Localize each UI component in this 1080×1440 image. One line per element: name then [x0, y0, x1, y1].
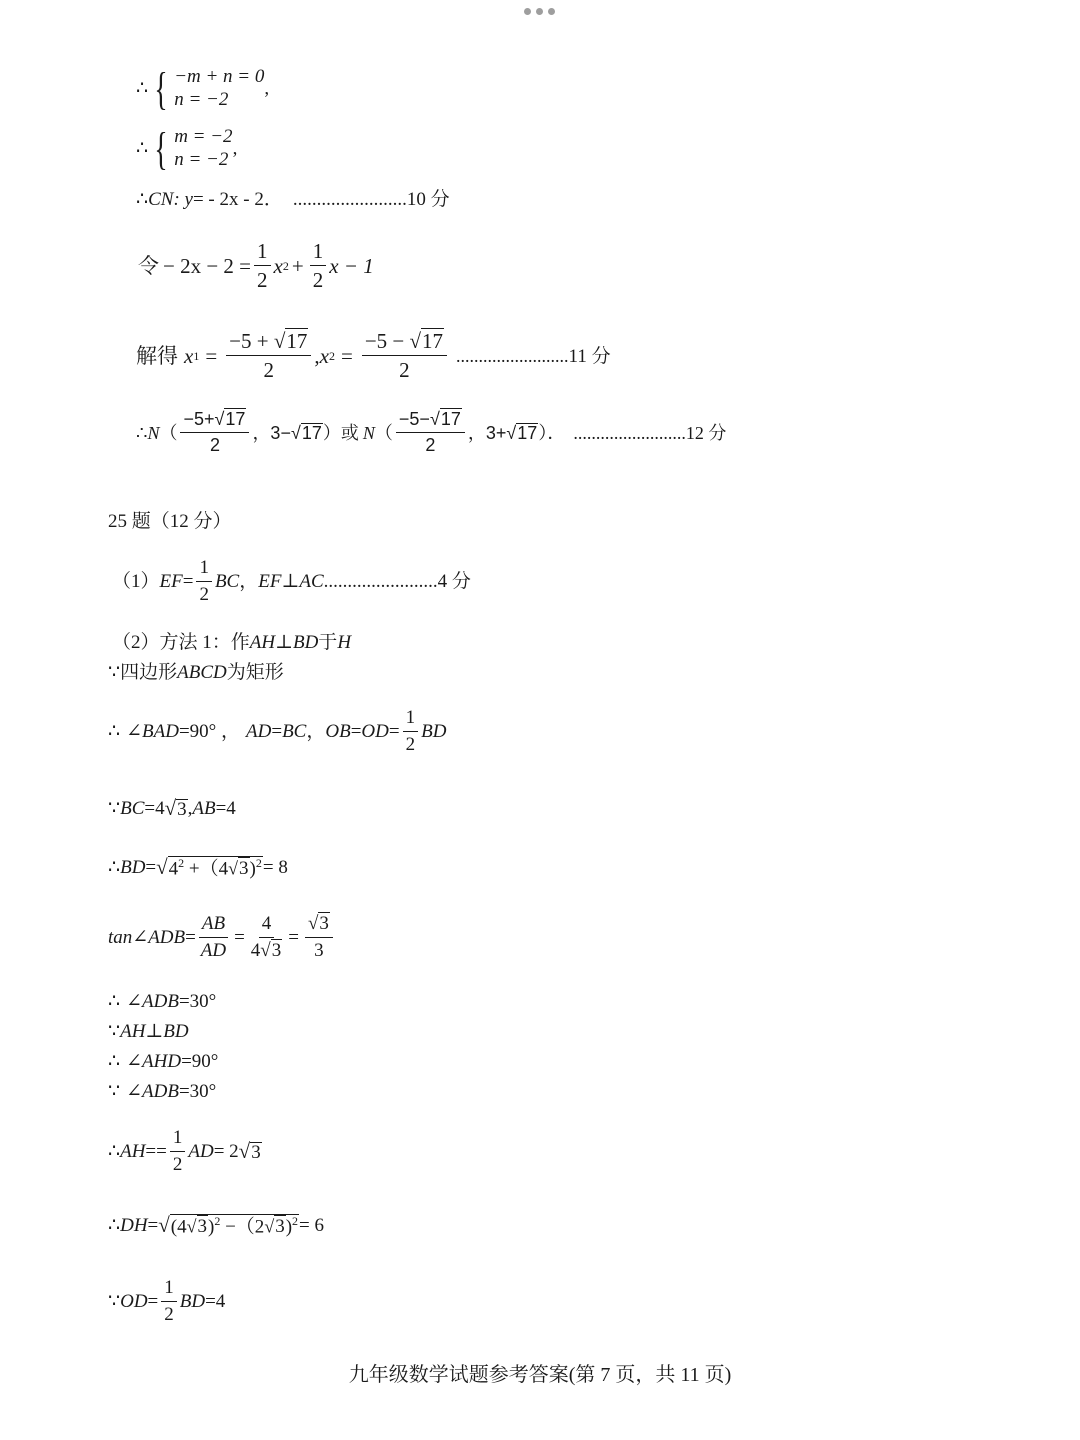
- system-equations-2: ∴ { m = −2 n = −2 ,: [136, 123, 238, 175]
- equation-ling: 令 − 2x − 2 = $\frac{1}{2}$ x 2 + $\frac{1}{2}$ x − 1: [138, 239, 374, 293]
- dh-value: ∴ DH = √ $(4√3)^2 -(2√3)^2$ = 6: [108, 1212, 324, 1238]
- question-25-title: 25 题（12 分）: [108, 511, 232, 532]
- angle-bad-line: ∴ ∠ BAD =90° ， AD = BC ， OB = OD = $\frac{1}{2}$ BD: [108, 707, 447, 755]
- bc-ab-values: ∵ BC =4 √ 3 , AB =4: [108, 796, 236, 820]
- more-options-icon[interactable]: [524, 8, 556, 18]
- system-equations-1: ∴ { −m + n = 0 n = −2 ,: [136, 63, 270, 115]
- line-cn: ∴ CN: y = - 2x - 2． ........................ 10 分: [136, 189, 450, 210]
- solution-x: 解得 x 1 = $\frac{-5 + √17}{2}$ , x 2 = $\frac{-5 - √17}{2}$ ......................... 11 分: [136, 329, 611, 383]
- bd-value: ∴ BD = √ $4^2 +(4√3)^2$ = 8: [108, 854, 288, 880]
- brace-icon: {: [154, 63, 168, 115]
- ah-value: ∴ AH == $\frac{1}{2}$ AD = 2 √ 3: [108, 1127, 261, 1175]
- od-value: ∵ OD = $\frac{1}{2}$ BD =4: [108, 1277, 226, 1325]
- part-1: （1） EF = $\frac{1}{2}$ BC ， EF ⊥ AC ........................ 4 分: [112, 557, 471, 605]
- part-2-method: （2）方法 1：作 AH ⊥ BD 于 H: [112, 632, 352, 653]
- page-footer: 九年级数学试题参考答案(第 7 页，共 11 页): [348, 1364, 732, 1386]
- rectangle-statement: ∵ 四边形 ABCD 为矩形: [108, 662, 284, 683]
- angle-adb-30: ∴ ∠ ADB =30°: [108, 991, 217, 1012]
- angle-adb-30-b: ∵ ∠ ADB =30°: [108, 1081, 217, 1102]
- brace-icon: {: [154, 123, 168, 175]
- point-n: ∴ N （ $\frac{-5+√17}{2}$ ，3− √ 17 ）或 N （ $\frac{-5-√17}{2}$ ，3+ √ 17 ）． ......................... 12 分: [136, 409, 727, 455]
- ah-perp-bd: ∵ AH ⊥ BD: [108, 1021, 189, 1042]
- angle-ahd-90: ∴ ∠ AHD =90°: [108, 1051, 219, 1072]
- tan-adb: tan ∠ ADB = $\frac{AB}{AD}$ = $\frac{4}{4√3}$ = $\frac{√3}{3}$: [108, 914, 336, 962]
